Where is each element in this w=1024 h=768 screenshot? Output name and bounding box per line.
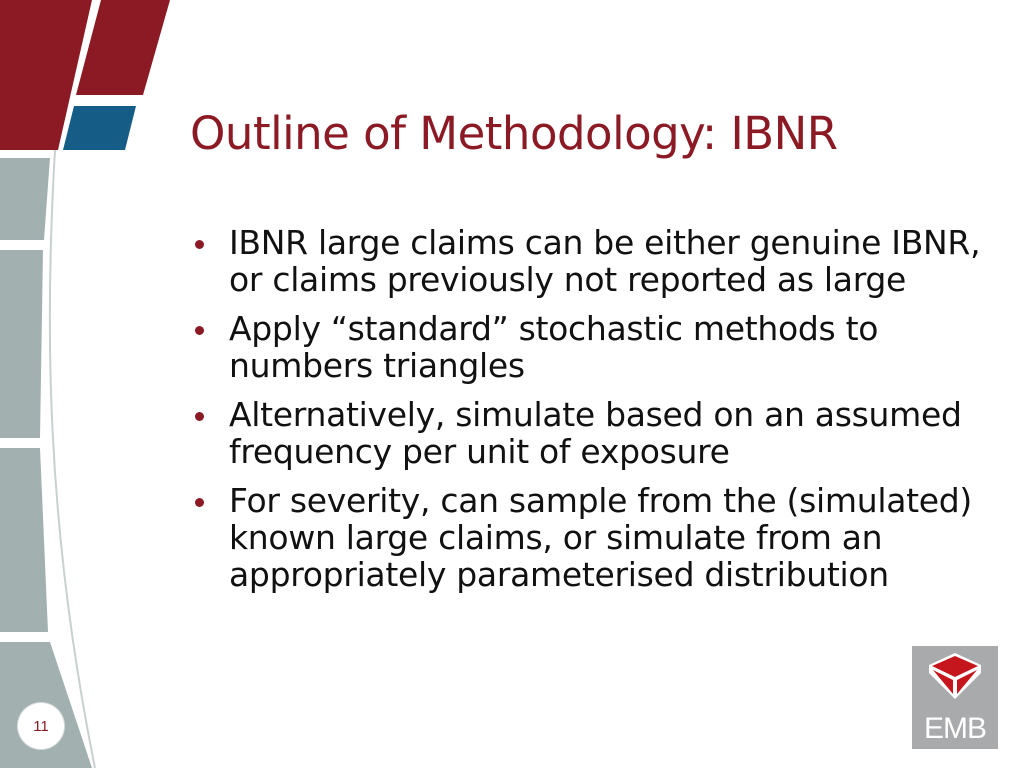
bullet-text: IBNR large claims can be either genuine IBNR, or claims previously not reported as large [229, 223, 981, 299]
emb-logo [912, 646, 998, 749]
bullet-item [195, 310, 985, 384]
bullet-item [195, 482, 985, 593]
logo-text: EMB [923, 712, 986, 745]
gray-block-2 [0, 250, 43, 438]
bullet-dot-icon [195, 498, 204, 507]
bullet-text: For severity, can sample from the (simulated) known large claims, or simulate from an appropriately parameterised distribution [229, 481, 972, 594]
emb-logo-icon [929, 653, 981, 701]
bullet-text: Apply “standard” stochastic methods to numbers triangles [229, 309, 879, 385]
page-number: 11 [18, 703, 64, 749]
blue-accent-block [63, 106, 136, 150]
bullet-list [195, 224, 985, 605]
bullet-dot-icon [195, 326, 204, 335]
bullet-item [195, 396, 985, 470]
bullet-item [195, 224, 985, 298]
maroon-stripe-right [76, 0, 170, 95]
bullet-dot-icon [195, 240, 204, 249]
bullet-text: Alternatively, simulate based on an assumed frequency per unit of exposure [229, 395, 962, 471]
gray-block-3 [0, 448, 48, 632]
slide-title: Outline of Methodology: IBNR [190, 107, 838, 160]
gray-block-1 [0, 158, 50, 240]
bullet-dot-icon [195, 412, 204, 421]
